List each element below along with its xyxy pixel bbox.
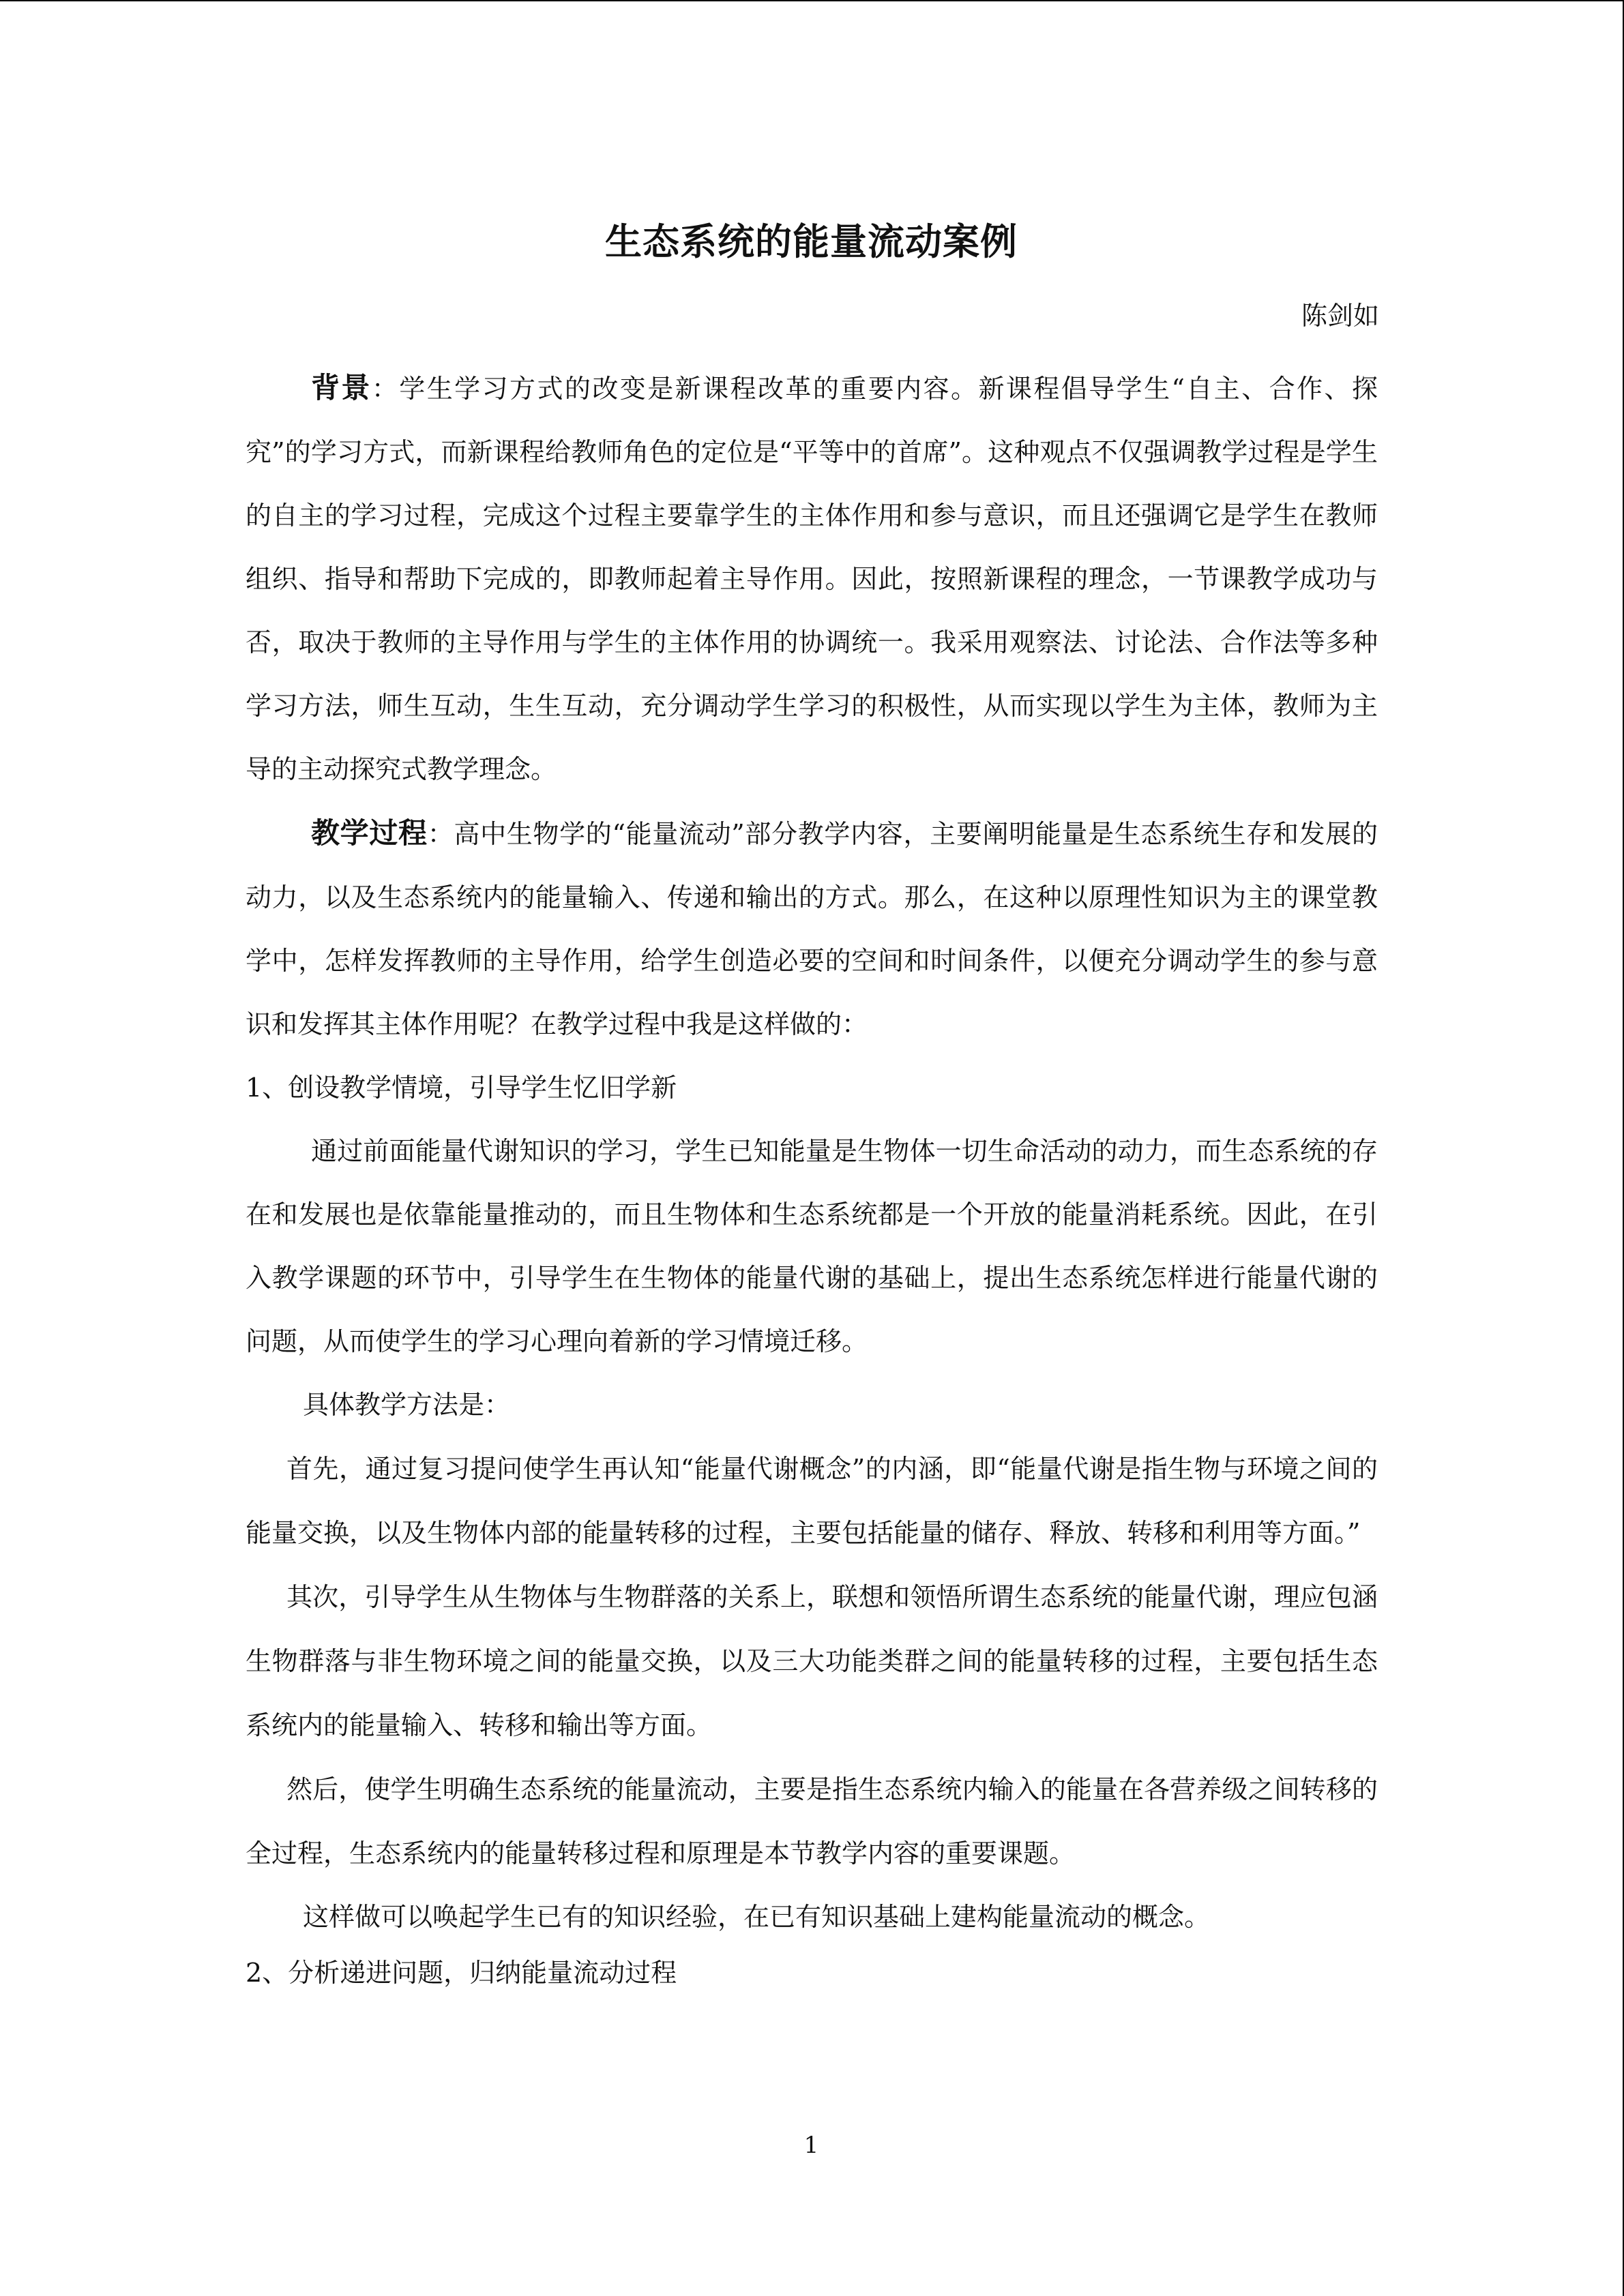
background-paragraph <box>246 356 1378 801</box>
paragraph-energy-metabolism: 通过前面能量代谢知识的学习，学生已知能量是生物体一切生命活动的动力，而生态系统的存在和发展也是依靠能量推动的，而且生物体和生态系统都是一个开放的能量消耗系统。因此，在引入教学课题的环节中，引导学生在生物体的能量代谢的基础上，提出生态系统怎样进行能量代谢的问题，从而使学生的学习心理向着新的学习情境迁移。 <box>246 1136 1378 1356</box>
process-lead: 教学过程 <box>311 816 428 850</box>
section-1-heading: 1、创设教学情境，引导学生忆旧学新 <box>246 1073 677 1103</box>
process-text: ：高中生物学的“能量流动”部分教学内容，主要阐明能量是生态系统生存和发展的动力，以及生态系统内的能量输入、传递和输出的方式。那么，在这种以原理性知识为主的课堂教学中，怎样发挥教师的主导作用，给学生创造必要的空间和时间条件，以便充分调动学生的参与意识和发挥其主体作用呢？在教学过程中我是这样做的： <box>246 819 1378 1039</box>
document-author: 陈剑如 <box>1301 301 1379 331</box>
page-number: 1 <box>803 2132 819 2159</box>
paragraph-second: 其次，引导学生从生物体与生物群落的关系上，联想和领悟所谓生态系统的能量代谢，理应包涵生物群落与非生物环境之间的能量交换，以及三大功能类群之间的能量转移的过程，主要包括生态系统内的能量输入、转移和输出等方面。 <box>246 1582 1378 1740</box>
background-text: ：学生学习方式的改变是新课程改革的重要内容。新课程倡导学生“自主、合作、探究”的学习方式，而新课程给教师角色的定位是“平等中的首席”。这种观点不仅强调教学过程是学生的自主的学习过程，完成这个过程主要靠学生的主体作用和参与意识，而且还强调它是学生在教师组织、指导和帮助下完成的，即教师起着主导作用。因此，按照新课程的理念，一节课教学成功与否，取决于教师的主导作用与学生的主体作用的协调统一。我采用观察法、讨论法、合作法等多种学习方法，师生互动，生生互动，充分调动学生学习的积极性，从而实现以学生为主体，教师为主导的主动探究式教学理念。 <box>246 374 1378 784</box>
background-lead: 背景 <box>311 371 372 404</box>
paragraph-first: 首先，通过复习提问使学生再认知“能量代谢概念”的内涵，即“能量代谢是指生物与环境之间的能量交换，以及生物体内部的能量转移的过程，主要包括能量的储存、释放、转移和利用等方面。” <box>246 1454 1378 1548</box>
section-2-heading: 2、分析递进问题，归纳能量流动过程 <box>246 1958 677 1988</box>
paragraph-then: 然后，使学生明确生态系统的能量流动，主要是指生态系统内输入的能量在各营养级之间转移的全过程，生态系统内的能量转移过程和原理是本节教学内容的重要课题。 <box>246 1774 1378 1868</box>
document-title: 生态系统的能量流动案例 <box>605 220 1018 263</box>
document-body <box>246 356 1378 1997</box>
paragraph-summary: 这样做可以唤起学生已有的知识经验，在已有知识基础上建构能量流动的概念。 <box>303 1902 1211 1932</box>
paragraph-teaching-method: 具体教学方法是： <box>303 1390 511 1420</box>
process-paragraph <box>246 801 1378 1056</box>
